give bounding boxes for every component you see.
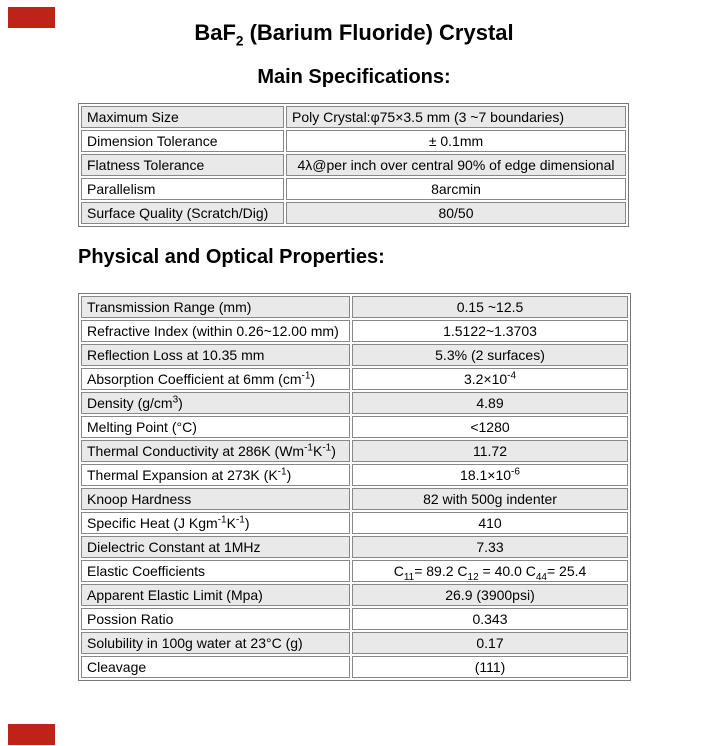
redaction-mark-bottom-left	[8, 724, 55, 745]
property-label-cell: Reflection Loss at 10.35 mm	[81, 344, 350, 366]
property-label-cell: Parallelism	[81, 178, 284, 200]
table-row	[81, 344, 628, 366]
table-row	[81, 178, 626, 200]
property-label-cell: Possion Ratio	[81, 608, 350, 630]
section-heading-main-specifications: Main Specifications:	[257, 66, 451, 88]
property-label-cell: Maximum Size	[81, 106, 284, 128]
property-value-cell: <1280	[352, 416, 628, 438]
property-value-cell: 82 with 500g indenter	[352, 488, 628, 510]
table-row	[81, 130, 626, 152]
main-specifications-table-body	[81, 106, 626, 224]
physical-optical-properties-table	[78, 293, 631, 681]
property-value-cell: 80/50	[286, 202, 626, 224]
property-label-cell: Specific Heat (J $Kgm^{-1}K^{-1}$)	[81, 512, 350, 534]
table-row	[81, 202, 626, 224]
physical-optical-properties-table-body	[81, 296, 628, 678]
table-row	[81, 560, 628, 582]
property-label-cell: Knoop Hardness	[81, 488, 350, 510]
table-row	[81, 512, 628, 534]
property-value-cell: 8arcmin	[286, 178, 626, 200]
property-label-cell: Dielectric Constant at 1MHz	[81, 536, 350, 558]
property-value-cell: $3.2\times 10^{-4}$	[352, 368, 628, 390]
table-row	[81, 296, 628, 318]
property-label-cell: Absorption Coefficient at 6mm $(cm^{-1})$	[81, 368, 350, 390]
table-row	[81, 106, 626, 128]
property-label-cell: Cleavage	[81, 656, 350, 678]
property-label-cell: Flatness Tolerance	[81, 154, 284, 176]
table-row	[81, 608, 628, 630]
property-label-cell: Surface Quality (Scratch/Dig)	[81, 202, 284, 224]
property-value-cell: 410	[352, 512, 628, 534]
table-row	[81, 584, 628, 606]
property-value-cell: 11.72	[352, 440, 628, 462]
property-value-cell: $C_{11}= 89.2$ $C_{12} = 40.0$ $C_{44}= 25.4$	[352, 560, 628, 582]
table-row	[81, 464, 628, 486]
table-row	[81, 536, 628, 558]
property-value-cell: 0.15 ~12.5	[352, 296, 628, 318]
property-label-cell: Refractive Index (within 0.26~12.00 mm)	[81, 320, 350, 342]
property-label-cell: Solubility in 100g water at 23°C (g)	[81, 632, 350, 654]
property-label-cell: Transmission Range (mm)	[81, 296, 350, 318]
property-value-cell: 4.89	[352, 392, 628, 414]
property-label-cell: Thermal Conductivity at 286K $(Wm^{-1}K^{-1})$	[81, 440, 350, 462]
property-label-cell: Apparent Elastic Limit (Mpa)	[81, 584, 350, 606]
property-value-cell: $18.1\times 10^{-6}$	[352, 464, 628, 486]
table-row	[81, 632, 628, 654]
table-row	[81, 154, 626, 176]
section-heading-physical-optical-properties: Physical and Optical Properties:	[78, 246, 385, 268]
property-label-cell: Melting Point (°C)	[81, 416, 350, 438]
table-row	[81, 320, 628, 342]
table-row	[81, 488, 628, 510]
property-value-cell: 1.5122~1.3703	[352, 320, 628, 342]
table-row	[81, 440, 628, 462]
table-row	[81, 392, 628, 414]
table-row	[81, 416, 628, 438]
table-row	[81, 368, 628, 390]
property-value-cell: 0.17	[352, 632, 628, 654]
property-value-cell: 4λ@per inch over central 90% of edge dimensional	[286, 154, 626, 176]
property-label-cell: Dimension Tolerance	[81, 130, 284, 152]
property-value-cell: 0.343	[352, 608, 628, 630]
property-value-cell: 5.3% (2 surfaces)	[352, 344, 628, 366]
property-value-cell: ± 0.1mm	[286, 130, 626, 152]
property-value-cell: Poly Crystal:φ75×3.5 mm (3 ~7 boundaries)	[286, 106, 626, 128]
property-value-cell: 26.9 (3900psi)	[352, 584, 628, 606]
property-label-cell: Thermal Expansion at 273K $(K^{-1})$	[81, 464, 350, 486]
property-value-cell: (111)	[352, 656, 628, 678]
property-label-cell: Density $(g/cm^3)$	[81, 392, 350, 414]
property-value-cell: 7.33	[352, 536, 628, 558]
main-specifications-table	[78, 103, 629, 227]
page-title: BaF$_2$ (Barium Fluoride) Crystal	[194, 20, 514, 49]
property-label-cell: Elastic Coefficients	[81, 560, 350, 582]
table-row	[81, 656, 628, 678]
